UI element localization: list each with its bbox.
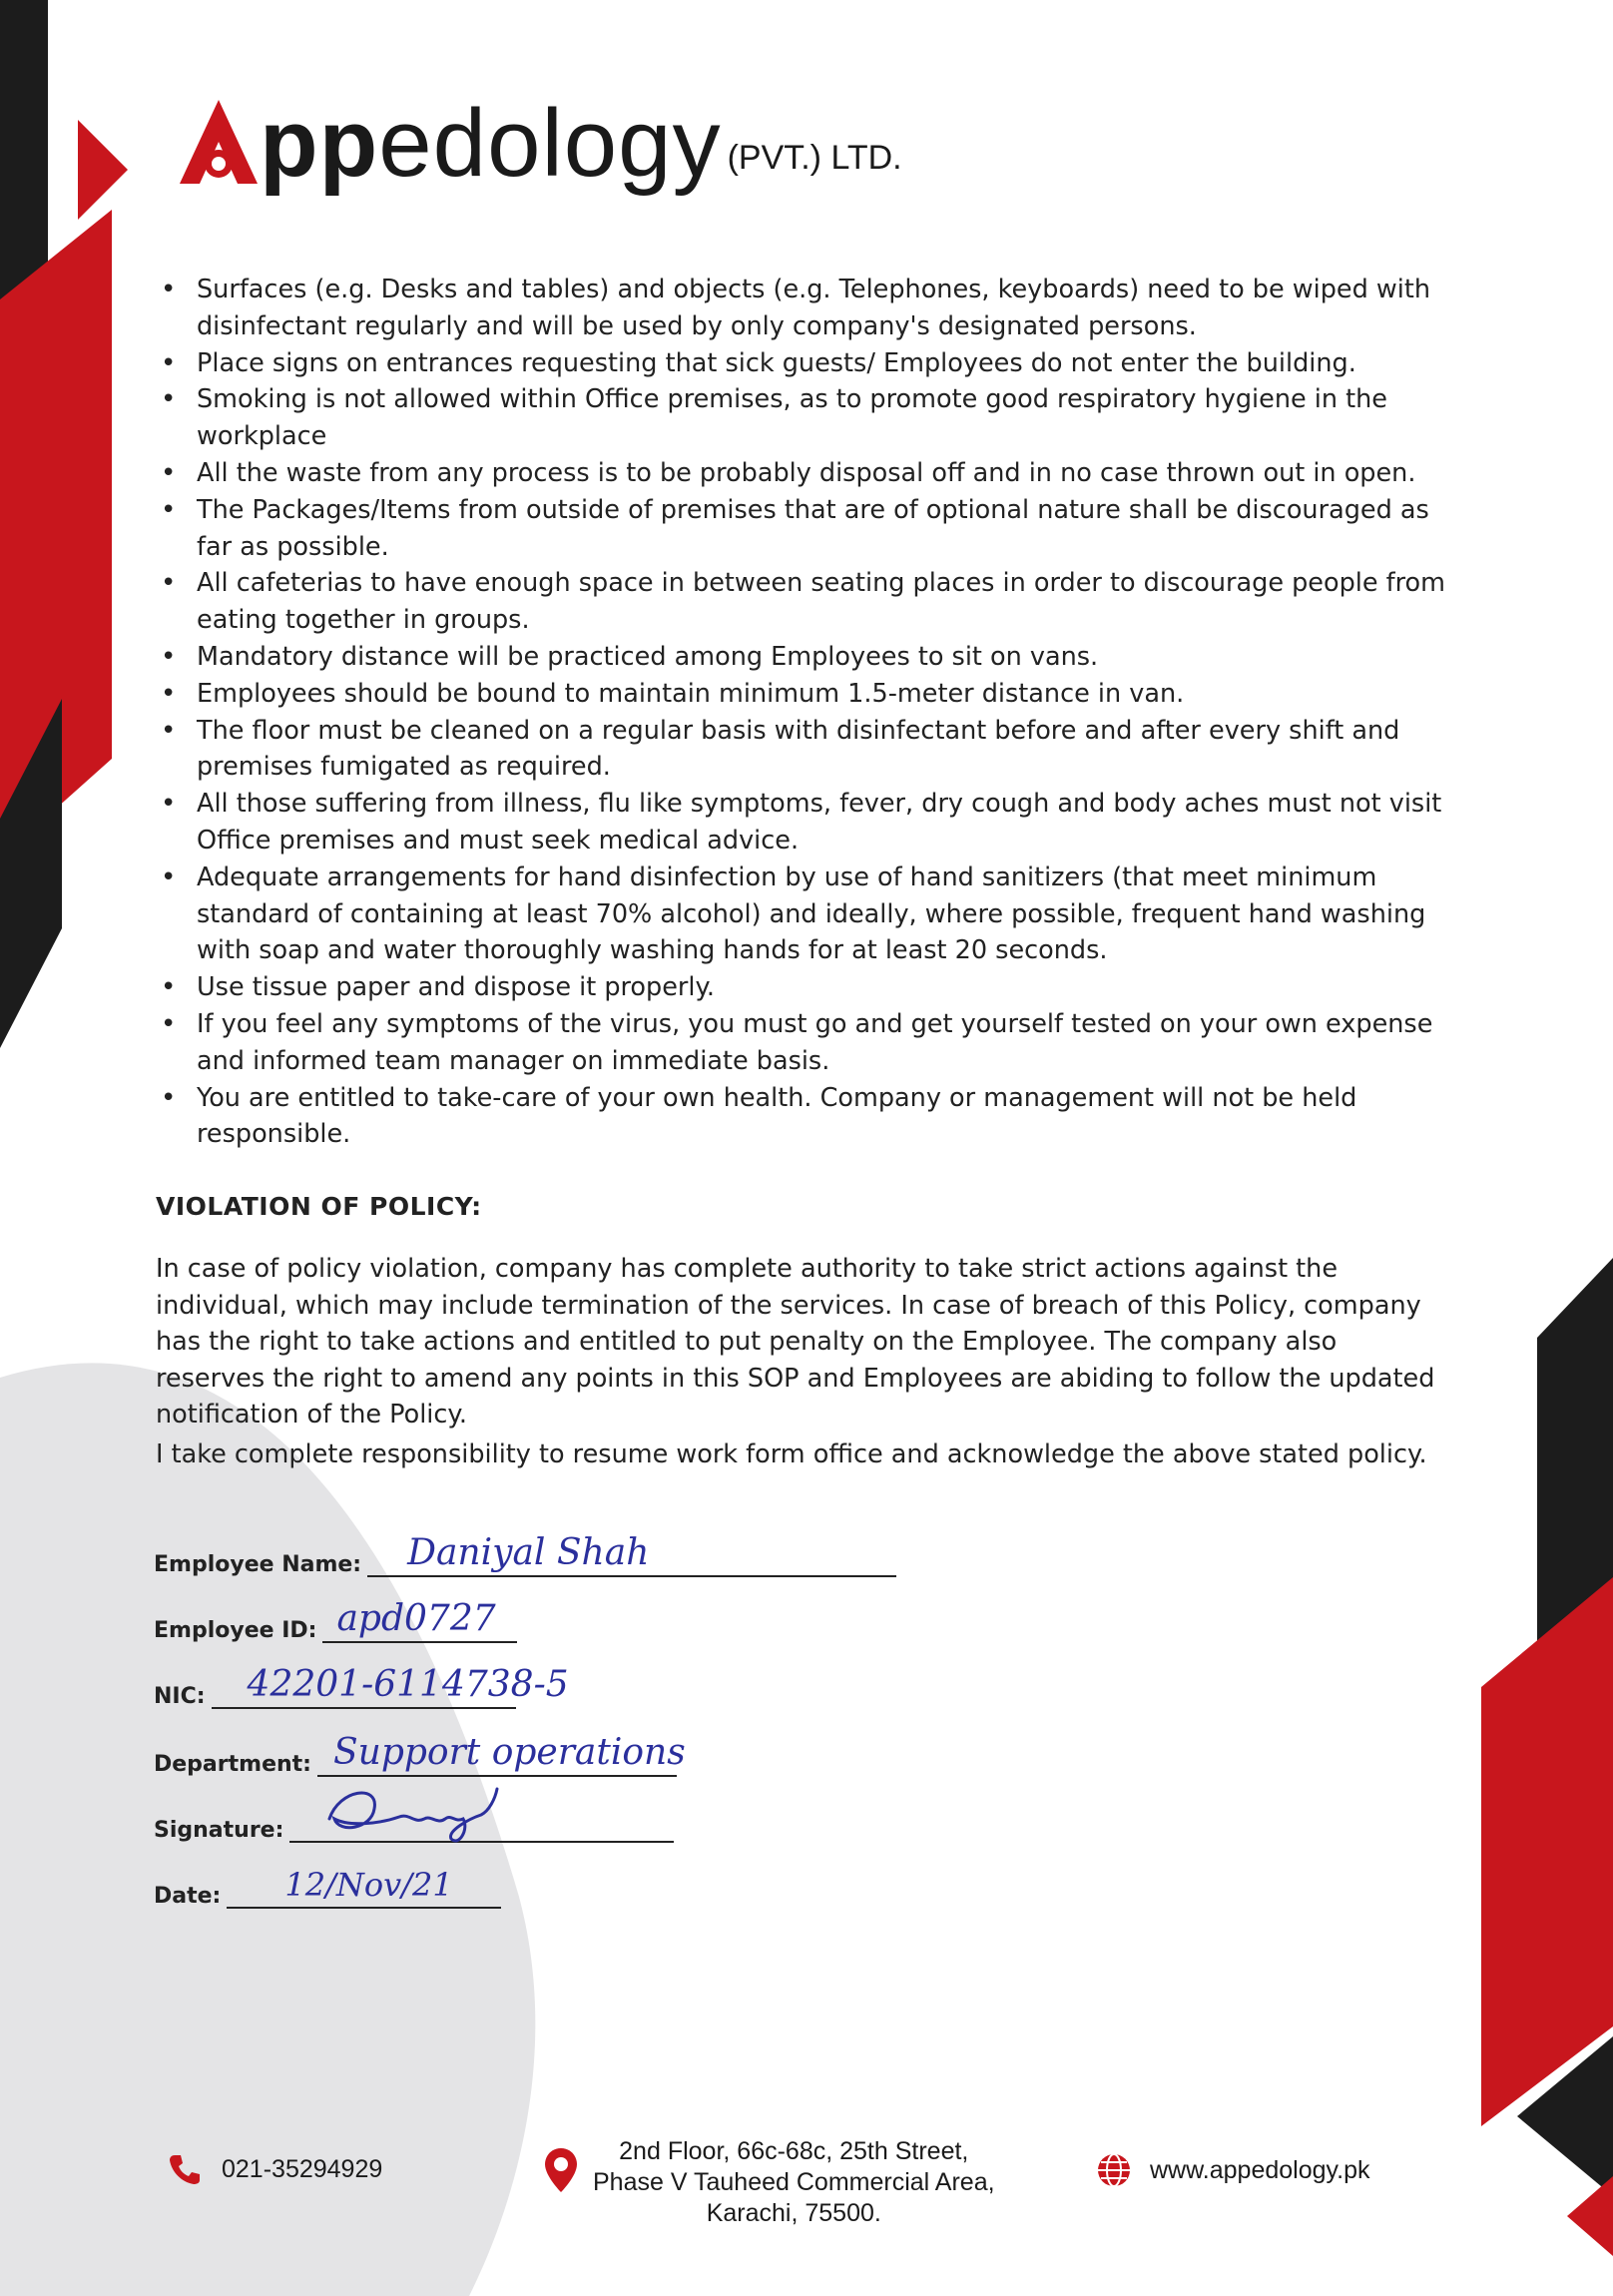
department-value: Support operations (332, 1732, 686, 1773)
phone-icon (168, 2152, 202, 2186)
employee-id-field[interactable] (322, 1598, 517, 1643)
date-label: Date: (154, 1884, 222, 1909)
nic-label: NIC: (154, 1684, 206, 1709)
employee-name-row (154, 1532, 896, 1577)
policy-item: • If you feel any symptoms of the virus, you must go and get yourself tested on your own expense and informed team manager on immediate basis. (155, 1006, 1452, 1080)
date-row (154, 1867, 501, 1909)
department-field[interactable] (317, 1732, 686, 1777)
policy-item: • Adequate arrangements for hand disinfection by use of hand sanitizers (that meet minimum standard of containing at least 70% alcohol) and ideally, where possible, frequent hand washing with soap and water thoroughly washing hands for at least 20 seconds. (155, 860, 1452, 969)
signature-label: Signature: (154, 1818, 284, 1843)
policy-item: • You are entitled to take-care of your own health. Company or management will not be held responsible. (155, 1080, 1452, 1154)
footer-phone-text: 021-35294929 (222, 2154, 383, 2183)
employee-name-value: Daniyal Shah (407, 1532, 650, 1573)
address-line-3: Karachi, 75500. (706, 2199, 881, 2227)
footer (0, 2136, 1613, 2256)
signature-field[interactable] (289, 1801, 674, 1843)
employee-id-value: apd0727 (336, 1598, 496, 1639)
address-line-2: Phase V Tauheed Commercial Area, (593, 2168, 995, 2196)
policy-item: • The floor must be cleaned on a regular basis with disinfectant before and after every shift and premises fumigated as required. (155, 713, 1452, 787)
employee-name-field[interactable] (367, 1532, 896, 1577)
signature-row (154, 1801, 674, 1843)
footer-address-block (593, 2136, 995, 2229)
policy-item: • Mandatory distance will be practiced among Employees to sit on vans. (155, 639, 1452, 676)
location-pin-icon (543, 2146, 579, 2194)
policy-item: • All the waste from any process is to be probably disposal off and in no case thrown out in open. (155, 455, 1452, 492)
policy-item: • Use tissue paper and dispose it properly. (155, 969, 1452, 1006)
department-row (154, 1732, 686, 1777)
employee-id-label: Employee ID: (154, 1618, 317, 1643)
logo-rest: edology (378, 90, 722, 197)
policy-item: • All those suffering from illness, flu like symptoms, fever, dry cough and body aches must not visit Office premises and must seek medical advice. (155, 786, 1452, 860)
policy-item: • Surfaces (e.g. Desks and tables) and objects (e.g. Telephones, keyboards) need to be wiped with disinfectant regularly and will be used by only company's designated persons. (155, 272, 1452, 345)
policy-item: • Smoking is not allowed within Office premises, as to promote good respiratory hygiene in the workplace (155, 381, 1452, 455)
violation-heading: VIOLATION OF POLICY: (156, 1192, 482, 1221)
footer-website (1096, 2152, 1370, 2188)
logo-suffix: (PVT.) LTD. (727, 139, 902, 177)
logo-pp: pp (260, 90, 379, 197)
department-label: Department: (154, 1752, 311, 1777)
website-link[interactable]: www.appedology.pk (1150, 2155, 1370, 2184)
footer-phone (168, 2152, 382, 2186)
employee-id-row (154, 1598, 517, 1643)
handwritten-signature (319, 1779, 519, 1849)
policy-list (155, 272, 1452, 1153)
right-red-band (1481, 1577, 1613, 2126)
policy-item: • All cafeterias to have enough space in between seating places in order to discourage people from eating together in groups. (155, 565, 1452, 639)
company-logo (178, 90, 902, 197)
globe-icon (1096, 2152, 1132, 2188)
employee-name-label: Employee Name: (154, 1552, 362, 1577)
logo-mark-icon (178, 96, 260, 192)
policy-item: • Place signs on entrances requesting that sick guests/ Employees do not enter the building. (155, 345, 1452, 382)
date-value: 12/Nov/21 (284, 1866, 453, 1904)
date-field[interactable] (227, 1867, 501, 1909)
nic-value: 42201-6114738-5 (247, 1664, 569, 1705)
acknowledgement-text: I take complete responsibility to resume work form office and acknowledge the above stated policy. (156, 1439, 1427, 1469)
violation-text: In case of policy violation, company has complete authority to take strict actions against the individual, which may include termination of the services. In case of breach of this Policy, company has the right to take actions and entitled to put penalty on the Employee. The company also reserves the right to amend any points in this SOP and Employees are abiding to follow the updated notification of the Policy. (156, 1254, 1435, 1431)
policy-item: • The Packages/Items from outside of premises that are of optional nature shall be discouraged as far as possible. (155, 492, 1452, 566)
left-red-chevron-top (78, 120, 128, 220)
nic-row (154, 1664, 569, 1709)
address-line-1: 2nd Floor, 66c-68c, 25th Street, (619, 2137, 969, 2165)
logo-wordmark (260, 90, 722, 197)
nic-field[interactable] (212, 1664, 569, 1709)
policy-item: • Employees should be bound to maintain minimum 1.5-meter distance in van. (155, 676, 1452, 713)
footer-address (543, 2136, 995, 2229)
